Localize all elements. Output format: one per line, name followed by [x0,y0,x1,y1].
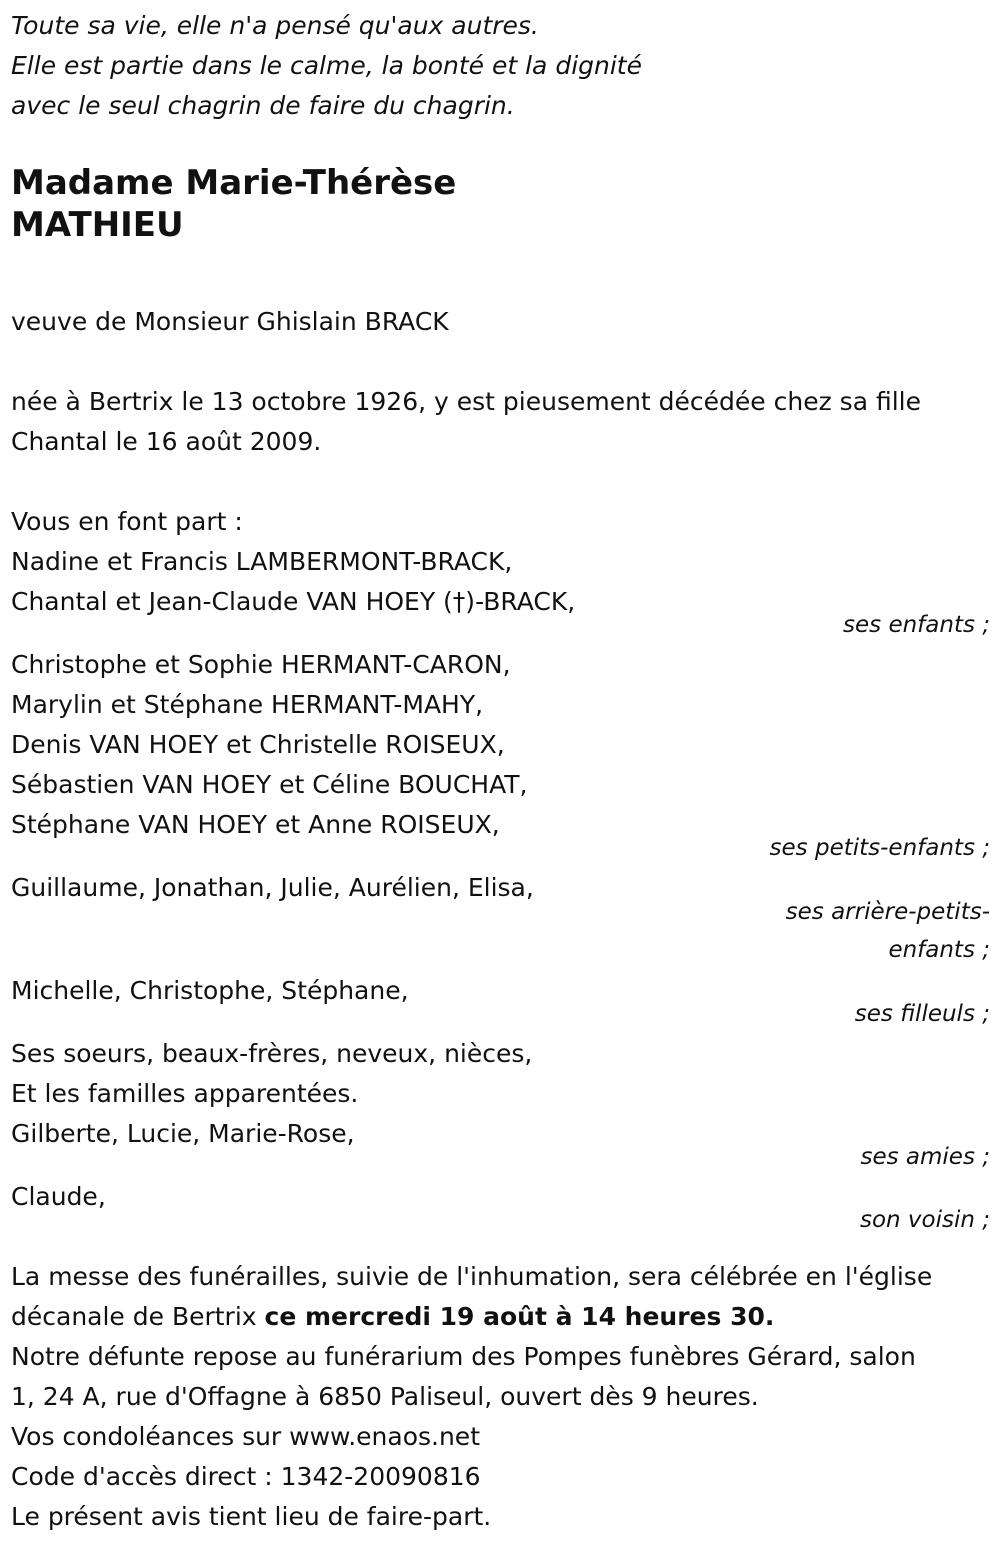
role-neighbour: son voisin ; [859,1207,990,1233]
role-godchildren: ses filleuls ; [854,1001,990,1027]
grandchild-entry: Christophe et Sophie HERMANT-CARON, [11,650,511,679]
intro-verse [11,6,642,126]
neighbour: Claude, [11,1182,106,1211]
intro-line: Toute sa vie, elle n'a pensé qu'aux autres. [11,11,539,40]
grandchild-entry: Stéphane VAN HOEY et Anne ROISEUX, [11,810,500,839]
family-entry: Et les familles apparentées. [11,1079,359,1108]
role-friends: ses amies ; [860,1144,990,1170]
condolences-line: Vos condoléances sur www.enaos.net [11,1422,480,1451]
role-grandchildren: ses petits-enfants ; [769,835,990,861]
role-great-grandchildren-line: ses arrière-petits- [785,899,990,925]
role-great-grandchildren-line: enfants ; [888,937,990,963]
funeral-details [11,1257,932,1537]
announce-block [11,502,575,622]
family-entry: Ses soeurs, beaux-frères, neveux, nièces, [11,1039,533,1068]
child-entry: Nadine et Francis LAMBERMONT-BRACK, [11,547,513,576]
deceased-name-line1: Madame Marie-Thérèse [11,163,457,203]
godchildren: Michelle, Christophe, Stéphane, [11,976,409,1005]
grandchild-entry: Marylin et Stéphane HERMANT-MAHY, [11,690,484,719]
funeral-line: La messe des funérailles, suivie de l'inhumation, sera célébrée en l'église [11,1262,933,1291]
family-list [11,1034,532,1154]
role-great-grandchildren [786,893,990,969]
widow-of: veuve de Monsieur Ghislain BRACK [11,307,449,336]
grandchild-entry: Denis VAN HOEY et Christelle ROISEUX, [11,730,505,759]
role-children: ses enfants ; [843,612,990,638]
grandchildren-list [11,645,527,845]
great-grandchildren: Guillaume, Jonathan, Julie, Aurélien, Elisa, [11,873,534,902]
funeral-line: 1, 24 A, rue d'Offagne à 6850 Paliseul, ouvert dès 9 heures. [11,1382,759,1411]
birth-death [11,382,921,462]
family-entry: Gilberte, Lucie, Marie-Rose, [11,1119,355,1148]
notice-line: Le présent avis tient lieu de faire-part. [11,1502,492,1531]
funeral-line: Notre défunte repose au funérarium des Pompes funèbres Gérard, salon [11,1342,916,1371]
announce-label: Vous en font part : [11,507,243,536]
funeral-location: décanale de Bertrix [11,1302,265,1331]
birth-death-line: Chantal le 16 août 2009. [11,427,322,456]
deceased-name [11,162,456,246]
child-entry: Chantal et Jean-Claude VAN HOEY (†)-BRACK, [11,587,576,616]
access-code-line: Code d'accès direct : 1342-20090816 [11,1462,481,1491]
funeral-line [11,1297,932,1337]
grandchild-entry: Sébastien VAN HOEY et Céline BOUCHAT, [11,770,528,799]
birth-death-line: née à Bertrix le 13 octobre 1926, y est pieusement décédée chez sa fille [11,387,921,416]
funeral-datetime: ce mercredi 19 août à 14 heures 30. [264,1302,775,1331]
intro-line: avec le seul chagrin de faire du chagrin. [11,91,515,120]
deceased-name-line2: MATHIEU [11,205,184,245]
intro-line: Elle est partie dans le calme, la bonté et la dignité [11,51,642,80]
